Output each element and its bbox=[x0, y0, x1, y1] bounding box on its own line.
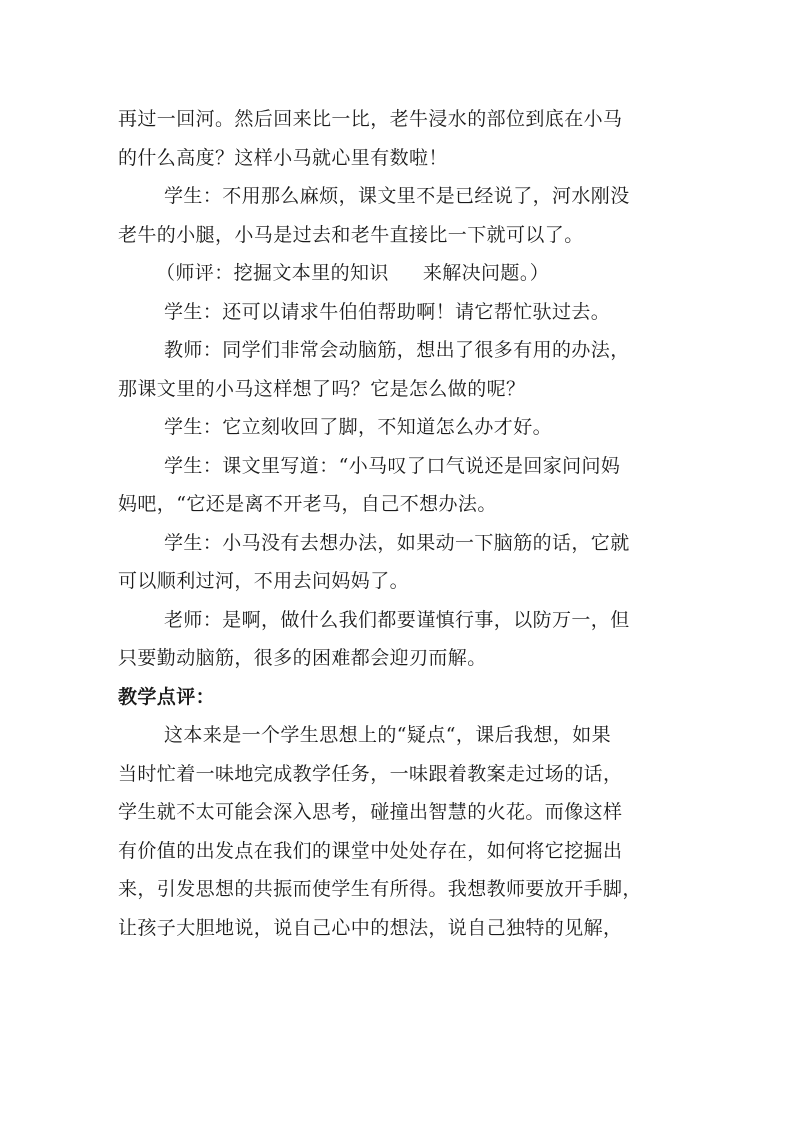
section-heading: 教学点评： bbox=[118, 685, 216, 708]
paragraph-line: 那课文里的小马这样想了吗？它是怎么做的呢？ bbox=[118, 377, 526, 400]
paragraph-line: 让孩子大胆地说，说自己心中的想法，说自己独特的见解， bbox=[118, 916, 623, 939]
paragraph-line: 的什么高度？这样小马就心里有数啦！ bbox=[118, 146, 448, 169]
paragraph-line: 妈吧，“它还是离不开老马，自己不想办法。 bbox=[118, 493, 497, 515]
paragraph-line: 学生就不太可能会深入思考，碰撞出智慧的火花。而像这样 bbox=[118, 801, 623, 823]
paragraph-line: 这本来是一个学生思想上的“疑点“，课后我想，如果 bbox=[164, 724, 612, 746]
teacher-comment-part-1: （师评：挖掘文本里的知识 bbox=[156, 262, 389, 284]
paragraph-line: 当时忙着一味地完成教学任务，一味跟着教案走过场的话， bbox=[118, 762, 623, 785]
paragraph-line: 再过一回河。然后回来比一比，老牛浸水的部位到底在小马 bbox=[118, 108, 623, 130]
paragraph-line: 可以顺利过河，不用去问妈妈了。 bbox=[118, 570, 410, 592]
paragraph-line: 老师：是啊，做什么我们都要谨慎行事，以防万一，但 bbox=[164, 608, 630, 631]
teacher-comment-part-2: 来解决问题。） bbox=[422, 262, 550, 284]
paragraph-line: 学生：课文里写道：“小马叹了口气说还是回家问问妈 bbox=[164, 454, 621, 477]
document-body bbox=[118, 100, 678, 947]
teacher-comment-line bbox=[118, 254, 678, 293]
paragraph-line: 学生：还可以请求牛伯伯帮助啊！请它帮忙驮过去。 bbox=[164, 300, 611, 323]
paragraph-line: 教师：同学们非常会动脑筋，想出了很多有用的办法， bbox=[164, 339, 630, 361]
paragraph-line: 学生：它立刻收回了脚，不知道怎么办才好。 bbox=[164, 416, 553, 438]
paragraph-line: 来，引发思想的共振而使学生有所得。我想教师要放开手脚， bbox=[118, 878, 642, 900]
paragraph-line: 有价值的出发点在我们的课堂中处处存在，如何将它挖掘出 bbox=[118, 839, 623, 862]
paragraph-line: 只要勤动脑筋，很多的困难都会迎刃而解。 bbox=[118, 647, 487, 669]
paragraph-line: 老牛的小腿，小马是过去和老牛直接比一下就可以了。 bbox=[118, 223, 584, 246]
paragraph-line: 学生：不用那么麻烦，课文里不是已经说了，河水刚没 bbox=[164, 185, 630, 207]
paragraph-line: 学生：小马没有去想办法，如果动一下脑筋的话，它就 bbox=[164, 531, 630, 554]
